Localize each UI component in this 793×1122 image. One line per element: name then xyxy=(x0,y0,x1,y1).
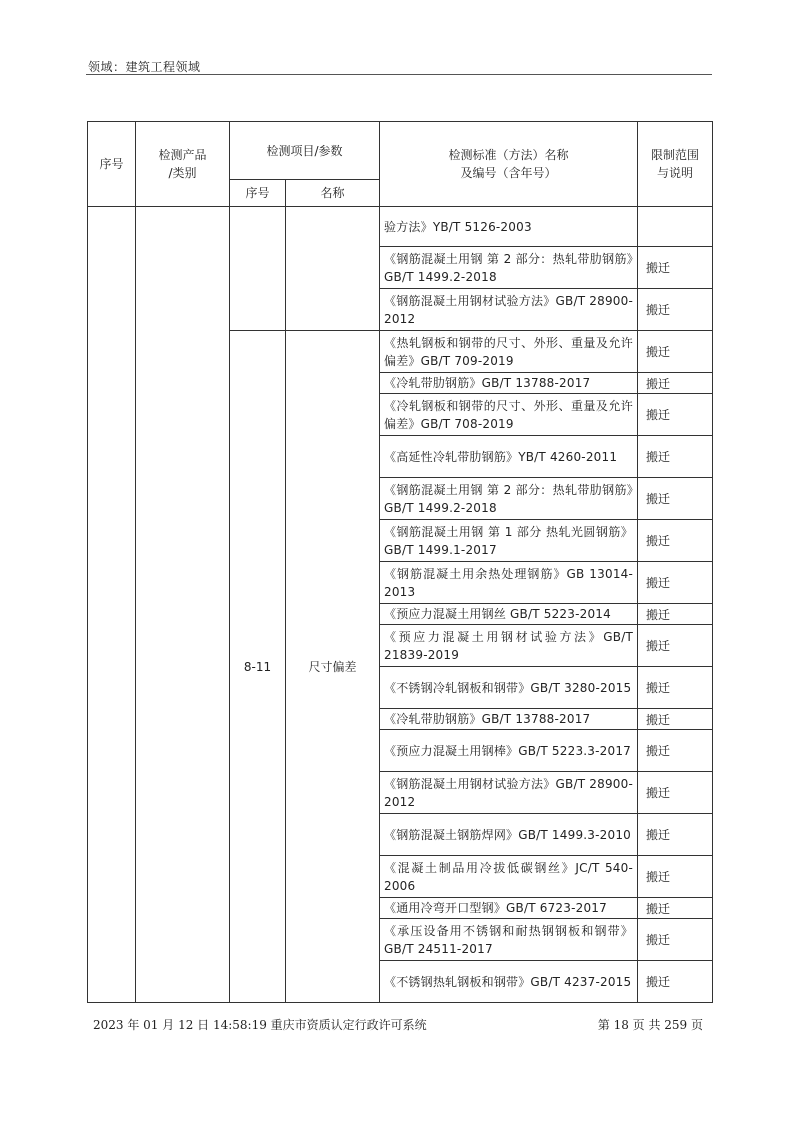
limit-cell: 搬迁 xyxy=(638,730,713,772)
limit-cell: 搬迁 xyxy=(638,478,713,520)
limit-cell: 搬迁 xyxy=(638,394,713,436)
limit-cell: 搬迁 xyxy=(638,373,713,394)
item-name-cell xyxy=(286,207,380,331)
standard-cell: 《冷轧带肋钢筋》GB/T 13788-2017 xyxy=(380,709,638,730)
limit-cell: 搬迁 xyxy=(638,856,713,898)
standard-cell: 《不锈钢冷轧钢板和钢带》GB/T 3280-2015 xyxy=(380,667,638,709)
limit-cell: 搬迁 xyxy=(638,772,713,814)
standard-cell: 《高延性冷轧带肋钢筋》YB/T 4260-2011 xyxy=(380,436,638,478)
limit-cell: 搬迁 xyxy=(638,667,713,709)
header-product-category: 检测产品 /类别 xyxy=(136,122,230,207)
inspection-standards-table xyxy=(87,121,713,1003)
footer-timestamp-system: 2023 年 01 月 12 日 14:58:19 重庆市资质认定行政许可系统 xyxy=(93,1018,427,1032)
header-item-seq: 序号 xyxy=(230,180,286,207)
standard-cell: 《钢筋混凝土用钢材试验方法》GB/T 28900-2012 xyxy=(380,772,638,814)
limit-cell: 搬迁 xyxy=(638,247,713,289)
document-domain-label: 领域：建筑工程领域 xyxy=(88,60,201,74)
standard-cell: 《钢筋混凝土用钢 第 2 部分：热轧带肋钢筋》GB/T 1499.2-2018 xyxy=(380,478,638,520)
limit-cell: 搬迁 xyxy=(638,625,713,667)
header-divider xyxy=(86,74,712,75)
limit-cell: 搬迁 xyxy=(638,709,713,730)
standard-cell: 《钢筋混凝土钢筋焊网》GB/T 1499.3-2010 xyxy=(380,814,638,856)
standard-cell: 《不锈钢热轧钢板和钢带》GB/T 4237-2015 xyxy=(380,961,638,1003)
item-seq-cell: 8-11 xyxy=(230,331,286,1003)
limit-cell: 搬迁 xyxy=(638,961,713,1003)
standard-cell: 《钢筋混凝土用钢 第 1 部分 热轧光圆钢筋》GB/T 1499.1-2017 xyxy=(380,520,638,562)
standard-cell: 《承压设备用不锈钢和耐热钢钢板和钢带》GB/T 24511-2017 xyxy=(380,919,638,961)
limit-cell: 搬迁 xyxy=(638,436,713,478)
standard-cell: 《预应力混凝土用钢丝 GB/T 5223-2014 xyxy=(380,604,638,625)
standard-cell: 《冷轧钢板和钢带的尺寸、外形、重量及允许偏差》GB/T 708-2019 xyxy=(380,394,638,436)
standard-cell: 《预应力混凝土用钢棒》GB/T 5223.3-2017 xyxy=(380,730,638,772)
limit-cell: 搬迁 xyxy=(638,331,713,373)
limit-cell: 搬迁 xyxy=(638,898,713,919)
standard-cell: 《钢筋混凝土用余热处理钢筋》GB 13014-2013 xyxy=(380,562,638,604)
footer-page-info: 第 18 页 共 259 页 xyxy=(597,1018,703,1032)
limit-cell xyxy=(638,207,713,247)
product-category-cell xyxy=(136,207,230,1003)
limit-cell: 搬迁 xyxy=(638,814,713,856)
standard-cell: 《预应力混凝土用钢材试验方法》GB/T 21839-2019 xyxy=(380,625,638,667)
table-row xyxy=(88,207,713,247)
header-item-name: 名称 xyxy=(286,180,380,207)
header-test-item-group: 检测项目/参数 xyxy=(230,122,380,180)
standard-cell: 《热轧钢板和钢带的尺寸、外形、重量及允许偏差》GB/T 709-2019 xyxy=(380,331,638,373)
standard-cell: 《钢筋混凝土用钢材试验方法》GB/T 28900-2012 xyxy=(380,289,638,331)
limit-cell: 搬迁 xyxy=(638,289,713,331)
limit-cell: 搬迁 xyxy=(638,520,713,562)
standard-cell: 《冷轧带肋钢筋》GB/T 13788-2017 xyxy=(380,373,638,394)
item-name-cell: 尺寸偏差 xyxy=(286,331,380,1003)
header-seq: 序号 xyxy=(88,122,136,207)
standard-cell: 《通用冷弯开口型钢》GB/T 6723-2017 xyxy=(380,898,638,919)
limit-cell: 搬迁 xyxy=(638,919,713,961)
header-standard: 检测标准（方法）名称 及编号（含年号） xyxy=(380,122,638,207)
limit-cell: 搬迁 xyxy=(638,604,713,625)
standard-cell: 《混凝土制品用冷拔低碳钢丝》JC/T 540-2006 xyxy=(380,856,638,898)
header-limit-scope: 限制范围 与说明 xyxy=(638,122,713,207)
standard-cell: 《钢筋混凝土用钢 第 2 部分：热轧带肋钢筋》GB/T 1499.2-2018 xyxy=(380,247,638,289)
item-seq-cell xyxy=(230,207,286,331)
standard-cell: 验方法》YB/T 5126-2003 xyxy=(380,207,638,247)
limit-cell: 搬迁 xyxy=(638,562,713,604)
seq-cell xyxy=(88,207,136,1003)
